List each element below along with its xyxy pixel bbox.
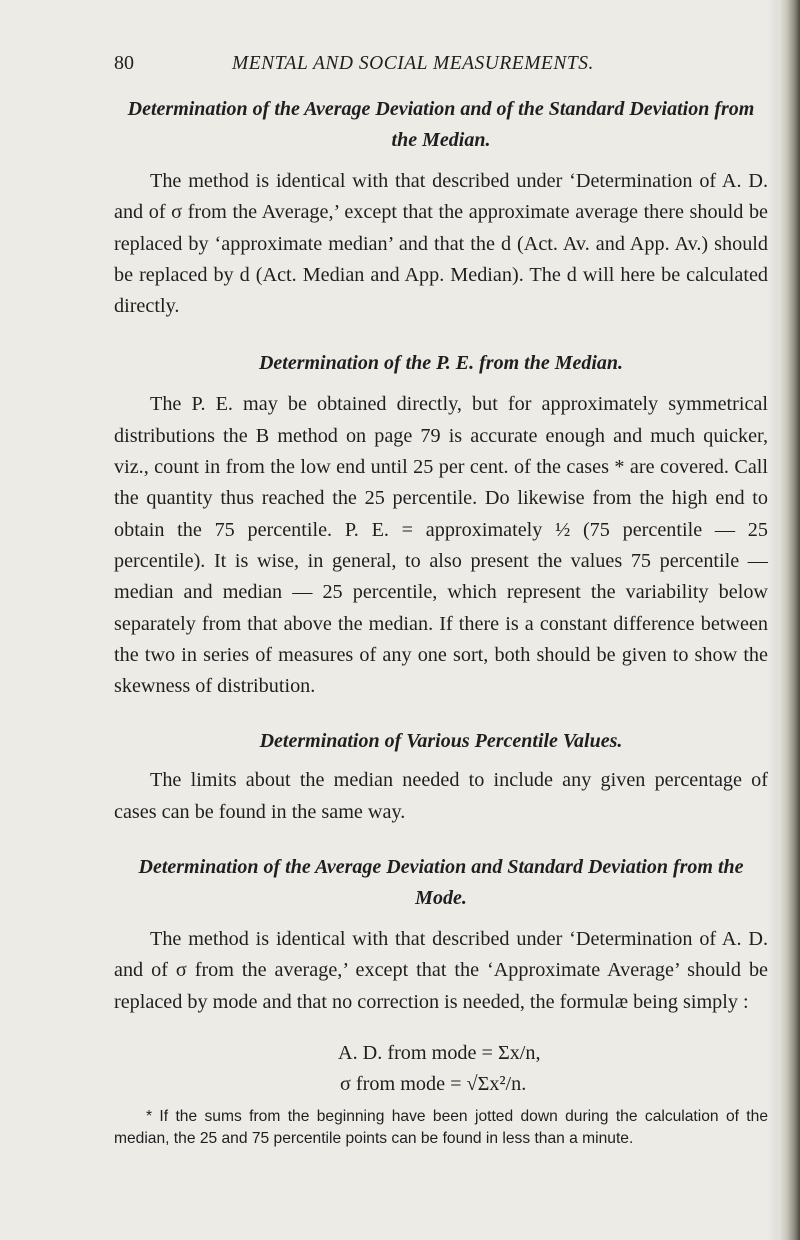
section-heading-percentiles: Determination of Various Percentile Values. [259,730,623,753]
paragraph-pe-median: The P. E. may be obtained directly, but for approximately symmetrical distributions the B method on page 79 is accurate enough and much quicker, viz., count in from the low end until 25 per cent. of the cases * are covered. Call the quantity thus reached the 25 percentile. Do likewise from the high end to obtain the 75 percentile. P. E. = approximately ½ (75 percentile — 25 percentile). It is wise, in general, to also present the values 75 percentile — median and median — 25 percentile, which represent the variability below separately from that above the median. If there is a constant difference between the two in series of measures of any one sort, both should be given to show the skewness of distribution. [114,393,768,698]
page-content [114,52,768,1150]
running-title: MENTAL AND SOCIAL MEASUREMENTS. [232,53,594,74]
formula-sigma-from-mode: σ from mode = √Σx²/n. [340,1072,527,1095]
running-head [114,52,768,82]
paragraph-percentiles: The limits about the median needed to include any given percentage of cases can be found in the same way. [114,769,768,823]
footnote: * If the sums from the beginning have been jotted down during the calculation of the median, the 25 and 75 percentile points can be found in less than a minute. [114,1107,768,1147]
section-heading-pe-median: Determination of the P. E. from the Median. [258,352,624,375]
paragraph-ad-sd-median: The method is identical with that described under ‘Determination of A. D. and of σ from the Average,’ except that the approximate average there should be replaced by ‘approximate median’ and that the d (Act. Av. and App. Av.) should be replaced by d (Act. Median and App. Median). The d will here be calculated directly. [114,170,768,318]
page-number: 80 [114,52,134,74]
page-edge [778,0,800,1240]
page-gutter-shadow [768,0,778,1240]
section-heading-ad-sd-mode: Determination of the Average Deviation and Standard Deviation from the Mode. [138,856,744,910]
formula-ad-from-mode: A. D. from mode = Σx/n, [338,1041,541,1064]
section-heading-ad-sd-median: Determination of the Average Deviation and of the Standard Deviation from the Median. [127,98,755,151]
paragraph-ad-sd-mode: The method is identical with that described under ‘Determination of A. D. and of σ from the average,’ except that the ‘Approximate Average’ should be replaced by mode and that no correction is needed, the formulæ being simply : [114,928,768,1013]
